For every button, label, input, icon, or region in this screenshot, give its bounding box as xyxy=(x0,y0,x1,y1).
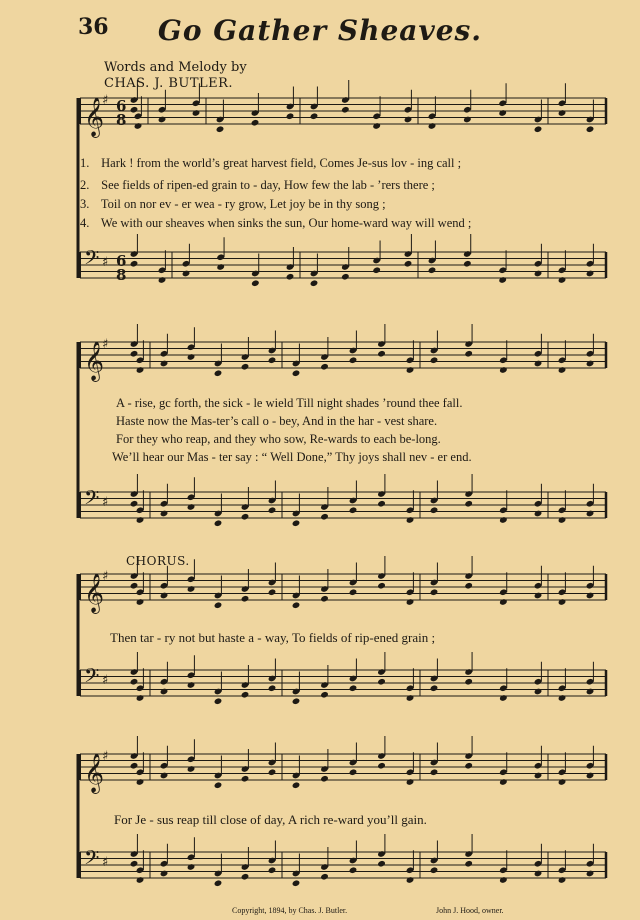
note-head xyxy=(292,697,301,705)
note-head xyxy=(136,598,145,606)
verse-3-line xyxy=(80,197,610,212)
note-head xyxy=(320,513,329,521)
note-head xyxy=(130,260,139,268)
note-head xyxy=(214,369,223,377)
note-head xyxy=(268,768,277,776)
note-head xyxy=(349,588,358,596)
key-signature-sharp: ♯ xyxy=(102,855,109,870)
note-head xyxy=(286,273,295,281)
owner-notice: John J. Hood, owner. xyxy=(436,906,504,915)
note-head xyxy=(160,510,169,518)
note-head xyxy=(558,109,567,117)
note-head xyxy=(377,860,386,868)
note-head xyxy=(292,519,301,527)
note-head xyxy=(160,360,169,368)
note-head xyxy=(534,688,543,696)
note-head xyxy=(320,691,329,699)
note-head xyxy=(320,775,329,783)
note-head xyxy=(187,681,196,689)
time-signature: 6 xyxy=(116,97,127,115)
note-head xyxy=(214,781,223,789)
note-head xyxy=(341,106,350,114)
key-signature-sharp: ♯ xyxy=(102,749,109,764)
note-head xyxy=(498,276,507,284)
time-signature: 8 xyxy=(116,111,127,129)
note-head xyxy=(136,366,145,374)
bass-clef: 𝄢 xyxy=(84,246,100,274)
note-head xyxy=(430,866,439,874)
verse-2-line xyxy=(80,178,610,193)
note-head xyxy=(534,772,543,780)
time-signature: 8 xyxy=(116,266,127,284)
credit-words-and-melody: Words and Melody by xyxy=(104,60,247,75)
note-head xyxy=(187,863,196,871)
verse-3-continued: For they who reap, and they who sow, Re-wards to each be-long. xyxy=(116,432,441,446)
note-head xyxy=(136,694,145,702)
note-head xyxy=(406,876,415,884)
note-head xyxy=(292,879,301,887)
treble-clef: 𝄞 xyxy=(84,97,105,137)
note-head xyxy=(310,112,319,120)
bass-clef: 𝄢 xyxy=(84,664,100,692)
note-head xyxy=(241,363,250,371)
note-head xyxy=(377,500,386,508)
note-head xyxy=(404,260,413,268)
note-head xyxy=(216,263,225,271)
note-head xyxy=(241,873,250,881)
note-head xyxy=(499,694,508,702)
key-signature-sharp: ♯ xyxy=(102,337,109,352)
note-head xyxy=(586,592,595,600)
note-head xyxy=(310,279,319,287)
note-head xyxy=(130,500,139,508)
note-head xyxy=(586,510,595,518)
note-head xyxy=(320,363,329,371)
note-head xyxy=(406,778,415,786)
note-head xyxy=(464,762,473,770)
chorus-label: CHORUS. xyxy=(126,554,190,568)
note-head xyxy=(586,870,595,878)
verse-1-line xyxy=(80,156,610,171)
note-head xyxy=(534,360,543,368)
note-head xyxy=(558,516,567,524)
note-head xyxy=(241,691,250,699)
note-head xyxy=(430,588,439,596)
note-head xyxy=(214,697,223,705)
note-head xyxy=(464,350,473,358)
note-head xyxy=(160,688,169,696)
note-head xyxy=(464,582,473,590)
note-head xyxy=(499,366,508,374)
note-head xyxy=(464,860,473,868)
note-head xyxy=(320,595,329,603)
note-head xyxy=(187,503,196,511)
verse-text: See fields of ripen-ed grain to - day, How few the lab - ’rers there ; xyxy=(101,178,435,192)
note-head xyxy=(292,369,301,377)
note-head xyxy=(499,876,508,884)
note-head xyxy=(406,366,415,374)
note-head xyxy=(251,279,260,287)
note-head xyxy=(268,684,277,692)
note-head xyxy=(160,870,169,878)
note-head xyxy=(428,266,437,274)
note-head xyxy=(463,116,472,124)
note-head xyxy=(430,506,439,514)
note-head xyxy=(586,125,595,133)
key-signature-sharp: ♯ xyxy=(102,93,109,108)
note-head xyxy=(187,585,196,593)
note-head xyxy=(158,276,167,284)
note-head xyxy=(558,366,567,374)
verse-number: 3. xyxy=(80,197,90,211)
note-head xyxy=(377,582,386,590)
note-head xyxy=(499,598,508,606)
treble-clef: 𝄞 xyxy=(84,341,105,381)
note-head xyxy=(349,684,358,692)
chorus-line-1: Then tar - ry not but haste a - way, To fields of rip-ened grain ; xyxy=(110,630,436,645)
note-head xyxy=(586,688,595,696)
note-head xyxy=(130,860,139,868)
note-head xyxy=(268,866,277,874)
note-head xyxy=(292,601,301,609)
note-head xyxy=(586,772,595,780)
note-head xyxy=(534,870,543,878)
note-head xyxy=(377,678,386,686)
verse-2-continued: Haste now the Mas-ter’s call o - bey, And in the har - vest share. xyxy=(116,414,438,428)
note-head xyxy=(464,678,473,686)
note-head xyxy=(428,122,437,130)
verse-1-continued: A - rise, gc forth, the sick - le wield Till night shades ’round thee fall. xyxy=(116,396,463,410)
key-signature-sharp: ♯ xyxy=(102,673,109,688)
note-head xyxy=(130,350,139,358)
bass-clef: 𝄢 xyxy=(84,486,100,514)
note-head xyxy=(268,356,277,364)
page-number: 36 xyxy=(78,14,109,40)
note-head xyxy=(160,592,169,600)
note-head xyxy=(182,270,191,278)
note-head xyxy=(586,360,595,368)
note-head xyxy=(464,500,473,508)
note-head xyxy=(377,762,386,770)
verse-text: Hark ! from the world’s great harvest field, Comes Je-sus lov - ing call ; xyxy=(101,156,462,170)
note-head xyxy=(534,270,543,278)
note-head xyxy=(349,768,358,776)
note-head xyxy=(130,678,139,686)
note-head xyxy=(187,353,196,361)
key-signature-sharp: ♯ xyxy=(102,255,109,270)
key-signature-sharp: ♯ xyxy=(102,569,109,584)
note-head xyxy=(251,119,260,127)
verse-number: 2. xyxy=(80,178,90,192)
note-head xyxy=(534,510,543,518)
verse-4-continued: We’ll hear our Mas - ter say : “ Well Done,” Thy joys shall nev - er end. xyxy=(112,450,472,464)
note-head xyxy=(214,879,223,887)
note-head xyxy=(268,506,277,514)
note-head xyxy=(130,762,139,770)
time-signature: 6 xyxy=(116,252,127,270)
note-head xyxy=(349,356,358,364)
note-head xyxy=(214,601,223,609)
note-head xyxy=(241,513,250,521)
chorus-line-2: For Je - sus reap till close of day, A rich re-ward you’ll gain. xyxy=(114,812,427,827)
note-head xyxy=(158,116,167,124)
note-head xyxy=(534,592,543,600)
hymn-title: Go Gather Sheaves. xyxy=(157,14,483,47)
note-head xyxy=(558,276,567,284)
bass-clef: 𝄢 xyxy=(84,846,100,874)
copyright-notice: Copyright, 1894, by Chas. J. Butler. xyxy=(232,906,348,915)
verse-4-line xyxy=(80,216,610,231)
verse-text: Toil on nor ev - er wea - ry grow, Let joy be in thy song ; xyxy=(100,197,386,211)
note-head xyxy=(268,588,277,596)
note-head xyxy=(216,125,225,133)
note-head xyxy=(430,356,439,364)
note-head xyxy=(241,595,250,603)
note-head xyxy=(558,694,567,702)
note-head xyxy=(349,866,358,874)
note-head xyxy=(586,270,595,278)
note-head xyxy=(241,775,250,783)
note-head xyxy=(372,266,381,274)
note-head xyxy=(406,516,415,524)
note-head xyxy=(286,112,295,120)
treble-clef: 𝄞 xyxy=(84,753,105,793)
note-head xyxy=(136,876,145,884)
verse-text: We with our sheaves when sinks the sun, Our home-ward way will wend ; xyxy=(100,216,472,230)
note-head xyxy=(498,109,507,117)
verse-number: 1. xyxy=(80,156,90,170)
note-head xyxy=(558,778,567,786)
note-head xyxy=(404,116,413,124)
note-head xyxy=(134,122,143,130)
note-head xyxy=(499,516,508,524)
note-head xyxy=(214,519,223,527)
note-head xyxy=(558,876,567,884)
note-head xyxy=(130,106,139,114)
note-head xyxy=(377,350,386,358)
note-head xyxy=(320,873,329,881)
note-head xyxy=(192,109,201,117)
key-signature-sharp: ♯ xyxy=(102,495,109,510)
note-head xyxy=(558,598,567,606)
note-head xyxy=(136,516,145,524)
note-head xyxy=(406,694,415,702)
note-head xyxy=(430,768,439,776)
note-head xyxy=(187,765,196,773)
note-head xyxy=(372,122,381,130)
note-head xyxy=(341,273,350,281)
note-head xyxy=(292,781,301,789)
note-head xyxy=(430,684,439,692)
credit-author: CHAS. J. BUTLER. xyxy=(104,76,234,91)
note-head xyxy=(136,778,145,786)
note-head xyxy=(160,772,169,780)
treble-clef: 𝄞 xyxy=(84,573,105,613)
note-head xyxy=(130,582,139,590)
note-head xyxy=(463,260,472,268)
note-head xyxy=(406,598,415,606)
verse-number: 4. xyxy=(80,216,90,230)
note-head xyxy=(349,506,358,514)
note-head xyxy=(534,125,543,133)
note-head xyxy=(499,778,508,786)
